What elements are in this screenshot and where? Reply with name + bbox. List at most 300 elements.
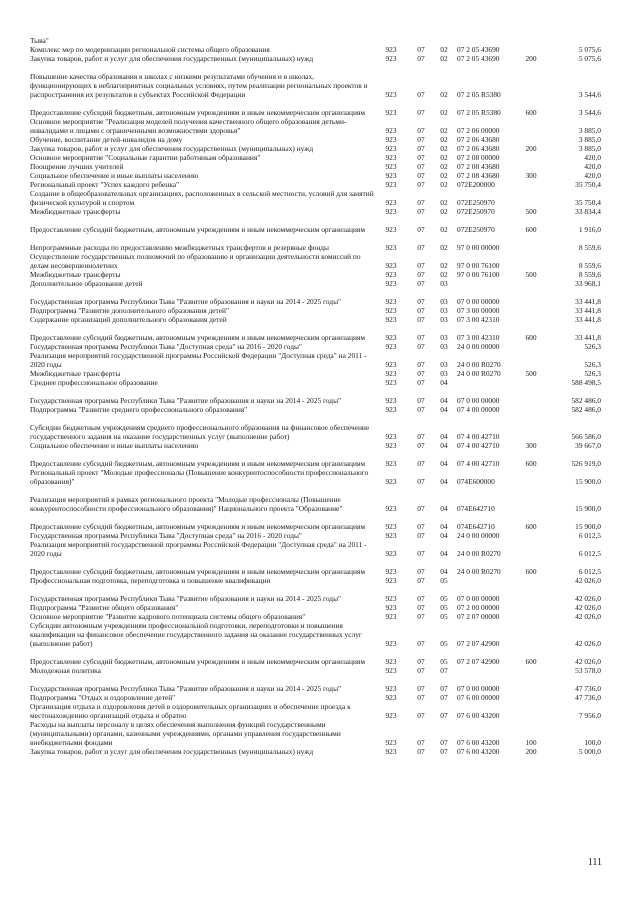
row-ved: 923 — [385, 341, 397, 351]
row-ved: 923 — [385, 566, 397, 576]
row-vr: 200 — [525, 53, 537, 63]
table-row — [0, 316, 640, 325]
row-pr: 04 — [440, 440, 448, 450]
table-row — [0, 514, 640, 532]
row-pr: 02 — [440, 143, 448, 153]
row-ved: 923 — [385, 593, 397, 603]
row-name: Межбюджетные трансферты — [30, 269, 121, 279]
table-row — [0, 586, 640, 604]
row-pr: 04 — [440, 503, 448, 513]
table-row — [0, 676, 640, 694]
row-name: Предоставление субсидий бюджетным, автономным учреждениям и иным некоммерческим организациям — [30, 656, 366, 666]
row-sum: 3 885,0 — [578, 143, 601, 153]
row-name: Организация отдыха и оздоровления детей в оздоровительных организациях и обеспечение проезда к местонахождению организаций отдыха и обратно — [30, 701, 351, 720]
row-sum: 5 075,6 — [578, 53, 601, 63]
row-ved: 923 — [385, 548, 397, 558]
table-row — [0, 388, 640, 406]
row-sum: 33 441,8 — [575, 305, 601, 315]
row-rz: 07 — [417, 179, 425, 189]
page-number: 111 — [587, 857, 602, 868]
row-pr: 05 — [440, 611, 448, 621]
table-row — [0, 190, 640, 208]
table-row — [0, 622, 640, 649]
row-csr: 07 2 07 42900 — [457, 638, 500, 648]
row-rz: 07 — [417, 44, 425, 54]
row-name: Межбюджетные трансферты — [30, 206, 121, 216]
table-row — [0, 703, 640, 721]
row-ved: 923 — [385, 161, 397, 171]
row-sum: 39 667,0 — [575, 440, 601, 450]
row-pr: 04 — [440, 404, 448, 414]
row-name: Закупка товаров, работ и услуг для обеспечения государственных (муниципальных) нужд — [30, 746, 314, 756]
row-sum: 6 012,5 — [578, 548, 601, 558]
row-pr: 07 — [440, 710, 448, 720]
row-rz: 07 — [417, 170, 425, 180]
row-name: Реализация мероприятий государственной программы Российской Федерации "Доступная среда" на 2011 - 2020 годы — [30, 539, 367, 558]
row-sum: 526 919,0 — [571, 458, 601, 468]
row-name: Социальное обеспечение и иные выплаты населению — [30, 170, 199, 180]
row-ved: 923 — [385, 269, 397, 279]
row-rz: 07 — [417, 53, 425, 63]
row-pr: 04 — [440, 431, 448, 441]
table-row — [0, 487, 640, 514]
row-name: Государственная программа Республики Тыва "Доступная среда" на 2016 - 2020 годы" — [30, 530, 302, 540]
row-ved: 923 — [385, 440, 397, 450]
table-row — [0, 415, 640, 442]
row-vr: 500 — [525, 206, 537, 216]
row-rz: 07 — [417, 431, 425, 441]
row-csr: 97 0 00 76100 — [457, 269, 500, 279]
row-pr: 02 — [440, 206, 448, 216]
row-ved: 923 — [385, 305, 397, 315]
row-csr: 072E250970 — [457, 197, 495, 207]
row-csr: 24 0 00 00000 — [457, 530, 500, 540]
row-sum: 35 750,4 — [575, 179, 601, 189]
row-pr: 04 — [440, 476, 448, 486]
row-rz: 07 — [417, 125, 425, 135]
row-rz: 07 — [417, 611, 425, 621]
table-row — [0, 253, 640, 271]
row-csr: 07 2 07 00000 — [457, 611, 500, 621]
row-rz: 07 — [417, 305, 425, 315]
row-name: Расходы на выплаты персоналу в целях обеспечения выполнения функций государственными (муниципальными) органами, казенными учреждениями, органами управления государственными внебюджетными фондами — [30, 719, 341, 747]
row-vr: 600 — [525, 521, 537, 531]
row-name: Обучение, воспитание детей-инвалидов на дому — [30, 134, 183, 144]
row-vr: 500 — [525, 368, 537, 378]
row-name: Закупка товаров, работ и услуг для обеспечения государственных (муниципальных) нужд — [30, 143, 314, 153]
row-sum: 8 559,6 — [578, 242, 601, 252]
table-row — [0, 559, 640, 577]
table-row — [0, 649, 640, 667]
row-vr: 600 — [525, 656, 537, 666]
table-row — [0, 217, 640, 235]
row-ved: 923 — [385, 107, 397, 117]
row-pr: 03 — [440, 341, 448, 351]
row-ved: 923 — [385, 359, 397, 369]
row-csr: 07 2 05 R5380 — [457, 89, 501, 99]
row-ved: 923 — [385, 89, 397, 99]
table-row — [0, 667, 640, 676]
row-pr: 02 — [440, 125, 448, 135]
row-ved: 923 — [385, 143, 397, 153]
row-rz: 07 — [417, 602, 425, 612]
row-ved: 923 — [385, 737, 397, 747]
row-pr: 05 — [440, 575, 448, 585]
row-rz: 07 — [417, 206, 425, 216]
row-pr: 02 — [440, 134, 448, 144]
row-pr: 02 — [440, 152, 448, 162]
row-ved: 923 — [385, 638, 397, 648]
row-name: Комплекс мер по модернизации региональной системы общего образования — [30, 44, 270, 54]
table-row — [0, 541, 640, 559]
row-ved: 923 — [385, 368, 397, 378]
table-row — [0, 64, 640, 100]
row-name: Профессиональная подготовка, переподготовка и повышение квалификации — [30, 575, 271, 585]
row-sum: 7 956,0 — [578, 710, 601, 720]
row-sum: 15 900,0 — [575, 521, 601, 531]
row-csr: 07 4 00 00000 — [457, 404, 500, 414]
row-ved: 923 — [385, 206, 397, 216]
row-csr: 24 0 00 R0270 — [457, 566, 501, 576]
row-rz: 07 — [417, 341, 425, 351]
row-sum: 15 900,0 — [575, 476, 601, 486]
row-rz: 07 — [417, 134, 425, 144]
row-ved: 923 — [385, 296, 397, 306]
row-csr: 07 2 08 43680 — [457, 161, 500, 171]
row-ved: 923 — [385, 404, 397, 414]
row-sum: 5 000,0 — [578, 746, 601, 756]
row-vr: 300 — [525, 170, 537, 180]
row-pr: 02 — [440, 179, 448, 189]
row-vr: 200 — [525, 143, 537, 153]
row-csr: 072E250970 — [457, 224, 495, 234]
row-rz: 07 — [417, 332, 425, 342]
row-ved: 923 — [385, 683, 397, 693]
row-rz: 07 — [417, 746, 425, 756]
row-sum: 42 026,0 — [575, 638, 601, 648]
row-ved: 923 — [385, 44, 397, 54]
row-name: Государственная программа Республики Тыва "Развитие образования и науки на 2014 - 2025 годы" — [30, 593, 342, 603]
row-csr: 074E600000 — [457, 476, 495, 486]
row-sum: 3 544,6 — [578, 107, 601, 117]
row-rz: 07 — [417, 458, 425, 468]
row-name: Подпрограмма "Отдых и оздоровление детей" — [30, 692, 176, 702]
row-sum: 47 736,0 — [575, 692, 601, 702]
row-sum: 582 486,0 — [571, 404, 601, 414]
row-sum: 47 736,0 — [575, 683, 601, 693]
table-row — [0, 469, 640, 487]
row-ved: 923 — [385, 656, 397, 666]
row-csr: 07 3 00 42310 — [457, 314, 500, 324]
table-row — [0, 100, 640, 118]
row-ved: 923 — [385, 125, 397, 135]
row-csr: 074E642710 — [457, 521, 495, 531]
row-rz: 07 — [417, 683, 425, 693]
row-csr: 072E200000 — [457, 179, 495, 189]
row-csr: 24 0 00 R0270 — [457, 368, 501, 378]
row-rz: 07 — [417, 359, 425, 369]
row-pr: 02 — [440, 161, 448, 171]
row-ved: 923 — [385, 710, 397, 720]
row-name: Предоставление субсидий бюджетным, автономным учреждениям и иным некоммерческим организациям — [30, 332, 366, 342]
row-rz: 07 — [417, 521, 425, 531]
row-rz: 07 — [417, 278, 425, 288]
row-sum: 6 012,5 — [578, 530, 601, 540]
row-rz: 07 — [417, 368, 425, 378]
row-ved: 923 — [385, 746, 397, 756]
row-sum: 42 026,0 — [575, 593, 601, 603]
row-ved: 923 — [385, 53, 397, 63]
row-sum: 526,3 — [584, 368, 601, 378]
row-sum: 42 026,0 — [575, 611, 601, 621]
row-sum: 566 586,0 — [571, 431, 601, 441]
row-name: Повышение качества образования в школах с низкими результатами обучения и в школах, функционирующих в неблагоприятных социальных условиях, путем реализации региональных проектов и распространения их результатов в субъектах Российской Федерации — [30, 71, 368, 99]
row-pr: 07 — [440, 737, 448, 747]
row-rz: 07 — [417, 89, 425, 99]
row-pr: 02 — [440, 260, 448, 270]
row-csr: 07 3 00 00000 — [457, 305, 500, 315]
row-name: Молодежная политика — [30, 665, 101, 675]
row-ved: 923 — [385, 134, 397, 144]
row-csr: 07 4 00 42710 — [457, 431, 500, 441]
row-csr: 07 2 06 00000 — [457, 125, 500, 135]
row-pr: 04 — [440, 458, 448, 468]
row-name: Непрограммные расходы по предоставлению межбюджетных трансфертов и резервные фонды — [30, 242, 330, 252]
row-sum: 33 441,8 — [575, 332, 601, 342]
row-ved: 923 — [385, 332, 397, 342]
row-sum: 3 544,6 — [578, 89, 601, 99]
row-csr: 07 0 00 00000 — [457, 683, 500, 693]
row-name: Реализация мероприятий государственной программы Российской Федерации "Доступная среда" на 2011 - 2020 годы — [30, 350, 367, 369]
row-name: Содержание организаций дополнительного образования детей — [30, 314, 227, 324]
row-name: Государственная программа Республики Тыва "Доступная среда" на 2016 - 2020 годы" — [30, 341, 302, 351]
row-sum: 8 559,6 — [578, 269, 601, 279]
row-ved: 923 — [385, 431, 397, 441]
row-ved: 923 — [385, 224, 397, 234]
row-sum: 42 026,0 — [575, 656, 601, 666]
row-csr: 07 2 05 R5380 — [457, 107, 501, 117]
row-csr: 07 0 00 00000 — [457, 395, 500, 405]
row-pr: 04 — [440, 530, 448, 540]
row-pr: 07 — [440, 665, 448, 675]
row-csr: 07 2 08 00000 — [457, 152, 500, 162]
row-sum: 1 916,0 — [578, 224, 601, 234]
table-row — [0, 289, 640, 307]
row-sum: 526,3 — [584, 359, 601, 369]
table-row — [0, 208, 640, 217]
row-name: Подпрограмма "Развитие общего образования" — [30, 602, 179, 612]
row-name: Предоставление субсидий бюджетным, автономным учреждениям и иным некоммерческим организациям — [30, 107, 366, 117]
row-pr: 03 — [440, 305, 448, 315]
row-ved: 923 — [385, 395, 397, 405]
row-ved: 923 — [385, 476, 397, 486]
row-csr: 07 6 00 43200 — [457, 737, 500, 747]
row-sum: 3 885,0 — [578, 134, 601, 144]
row-name: Подпрограмма "Развитие среднего профессионального образования" — [30, 404, 248, 414]
row-pr: 02 — [440, 170, 448, 180]
table-row — [0, 406, 640, 415]
row-pr: 02 — [440, 53, 448, 63]
row-csr: 074E642710 — [457, 503, 495, 513]
row-sum: 8 559,6 — [578, 260, 601, 270]
row-name: Основное мероприятие "Реализация моделей получения качественного общего образования детьми-инвалидами и лицами с ограниченными возможностями здоровья" — [30, 116, 347, 135]
row-csr: 07 6 00 43200 — [457, 746, 500, 756]
row-pr: 04 — [440, 548, 448, 558]
row-csr: 07 2 05 43690 — [457, 44, 500, 54]
table-row — [0, 280, 640, 289]
row-ved: 923 — [385, 575, 397, 585]
row-pr: 04 — [440, 566, 448, 576]
row-pr: 04 — [440, 521, 448, 531]
row-csr: 07 2 08 43680 — [457, 170, 500, 180]
row-pr: 02 — [440, 107, 448, 117]
row-csr: 072E250970 — [457, 206, 495, 216]
table-row — [0, 721, 640, 748]
row-pr: 02 — [440, 89, 448, 99]
row-ved: 923 — [385, 260, 397, 270]
row-csr: 07 2 06 43680 — [457, 143, 500, 153]
row-rz: 07 — [417, 224, 425, 234]
row-name: Предоставление субсидий бюджетным, автономным учреждениям и иным некоммерческим организациям — [30, 458, 366, 468]
row-csr: 24 0 00 R0270 — [457, 548, 501, 558]
table-row — [0, 235, 640, 253]
row-name: Основное мероприятие "Социальные гарантии работникам образования" — [30, 152, 261, 162]
row-csr: 07 2 00 00000 — [457, 602, 500, 612]
row-rz: 07 — [417, 593, 425, 603]
row-csr: 97 0 00 76100 — [457, 260, 500, 270]
row-sum: 33 441,8 — [575, 296, 601, 306]
row-sum: 33 441,8 — [575, 314, 601, 324]
row-ved: 923 — [385, 152, 397, 162]
row-sum: 33 834,4 — [575, 206, 601, 216]
row-pr: 05 — [440, 602, 448, 612]
row-csr: 07 2 05 43690 — [457, 53, 500, 63]
row-name: Дополнительное образование детей — [30, 278, 143, 288]
row-rz: 07 — [417, 395, 425, 405]
row-ved: 923 — [385, 503, 397, 513]
row-rz: 07 — [417, 530, 425, 540]
row-rz: 07 — [417, 197, 425, 207]
row-pr: 04 — [440, 377, 448, 387]
row-pr: 05 — [440, 638, 448, 648]
table-row — [0, 352, 640, 370]
row-name: Предоставление субсидий бюджетным, автономным учреждениям и иным некоммерческим организациям — [30, 224, 366, 234]
row-csr: 24 0 00 R0270 — [457, 359, 501, 369]
row-name: Региональный проект "Успех каждого ребенка" — [30, 179, 180, 189]
row-vr: 600 — [525, 458, 537, 468]
table-row — [0, 118, 640, 136]
row-rz: 07 — [417, 377, 425, 387]
row-pr: 04 — [440, 395, 448, 405]
table-row — [0, 451, 640, 469]
row-csr: 07 4 00 42710 — [457, 440, 500, 450]
row-vr: 600 — [525, 566, 537, 576]
row-pr: 07 — [440, 692, 448, 702]
row-pr: 05 — [440, 656, 448, 666]
row-sum: 15 900,0 — [575, 503, 601, 513]
row-name: Социальное обеспечение и иные выплаты населению — [30, 440, 199, 450]
row-name: Тыва" — [30, 35, 49, 45]
row-sum: 420,0 — [584, 152, 601, 162]
row-sum: 420,0 — [584, 161, 601, 171]
row-pr: 07 — [440, 683, 448, 693]
row-rz: 07 — [417, 107, 425, 117]
row-vr: 200 — [525, 746, 537, 756]
row-name: Субсидии автономным учреждениям профессиональной подготовки, переподготовки и повышения квалификации на финансовое обеспечение государственного задания на оказание государственных услуг (выполнение работ) — [30, 620, 362, 648]
row-rz: 07 — [417, 575, 425, 585]
row-ved: 923 — [385, 197, 397, 207]
row-csr: 07 0 00 00000 — [457, 593, 500, 603]
row-sum: 42 026,0 — [575, 602, 601, 612]
table-row — [0, 55, 640, 64]
row-name: Предоставление субсидий бюджетным, автономным учреждениям и иным некоммерческим организациям — [30, 521, 366, 531]
row-ved: 923 — [385, 602, 397, 612]
table-row — [0, 577, 640, 586]
row-vr: 300 — [525, 440, 537, 450]
row-name: Государственная программа Республики Тыва "Развитие образования и науки на 2014 - 2025 годы" — [30, 296, 342, 306]
row-pr: 02 — [440, 197, 448, 207]
row-ved: 923 — [385, 179, 397, 189]
row-rz: 07 — [417, 152, 425, 162]
row-rz: 07 — [417, 503, 425, 513]
table-row — [0, 379, 640, 388]
row-pr: 05 — [440, 593, 448, 603]
table-row — [0, 748, 640, 757]
table-row — [0, 325, 640, 343]
row-csr: 07 6 00 43200 — [457, 710, 500, 720]
row-name: Предоставление субсидий бюджетным, автономным учреждениям и иным некоммерческим организациям — [30, 566, 366, 576]
row-name: Подпрограмма "Развитие дополнительного образования детей" — [30, 305, 230, 315]
row-csr: 07 0 00 00000 — [457, 296, 500, 306]
row-sum: 588 498,5 — [571, 377, 601, 387]
row-ved: 923 — [385, 170, 397, 180]
row-sum: 5 075,6 — [578, 44, 601, 54]
row-ved: 923 — [385, 242, 397, 252]
row-rz: 07 — [417, 692, 425, 702]
row-vr: 600 — [525, 224, 537, 234]
row-name: Закупка товаров, работ и услуг для обеспечения государственных (муниципальных) нужд — [30, 53, 314, 63]
row-name: Государственная программа Республики Тыва "Развитие образования и науки на 2014 - 2025 годы" — [30, 683, 342, 693]
row-sum: 6 012,5 — [578, 566, 601, 576]
row-pr: 03 — [440, 296, 448, 306]
row-rz: 07 — [417, 269, 425, 279]
row-pr: 03 — [440, 278, 448, 288]
row-rz: 07 — [417, 656, 425, 666]
row-ved: 923 — [385, 665, 397, 675]
row-sum: 420,0 — [584, 170, 601, 180]
row-rz: 07 — [417, 296, 425, 306]
row-pr: 03 — [440, 368, 448, 378]
row-vr: 500 — [525, 269, 537, 279]
row-pr: 02 — [440, 44, 448, 54]
row-vr: 600 — [525, 332, 537, 342]
row-rz: 07 — [417, 710, 425, 720]
row-rz: 07 — [417, 548, 425, 558]
row-ved: 923 — [385, 521, 397, 531]
row-pr: 07 — [440, 746, 448, 756]
row-rz: 07 — [417, 440, 425, 450]
row-ved: 923 — [385, 314, 397, 324]
row-pr: 02 — [440, 224, 448, 234]
row-csr: 07 3 00 42310 — [457, 332, 500, 342]
row-sum: 582 486,0 — [571, 395, 601, 405]
row-sum: 53 578,0 — [575, 665, 601, 675]
row-ved: 923 — [385, 692, 397, 702]
row-rz: 07 — [417, 665, 425, 675]
row-ved: 923 — [385, 611, 397, 621]
row-csr: 07 4 00 42710 — [457, 458, 500, 468]
row-rz: 07 — [417, 161, 425, 171]
